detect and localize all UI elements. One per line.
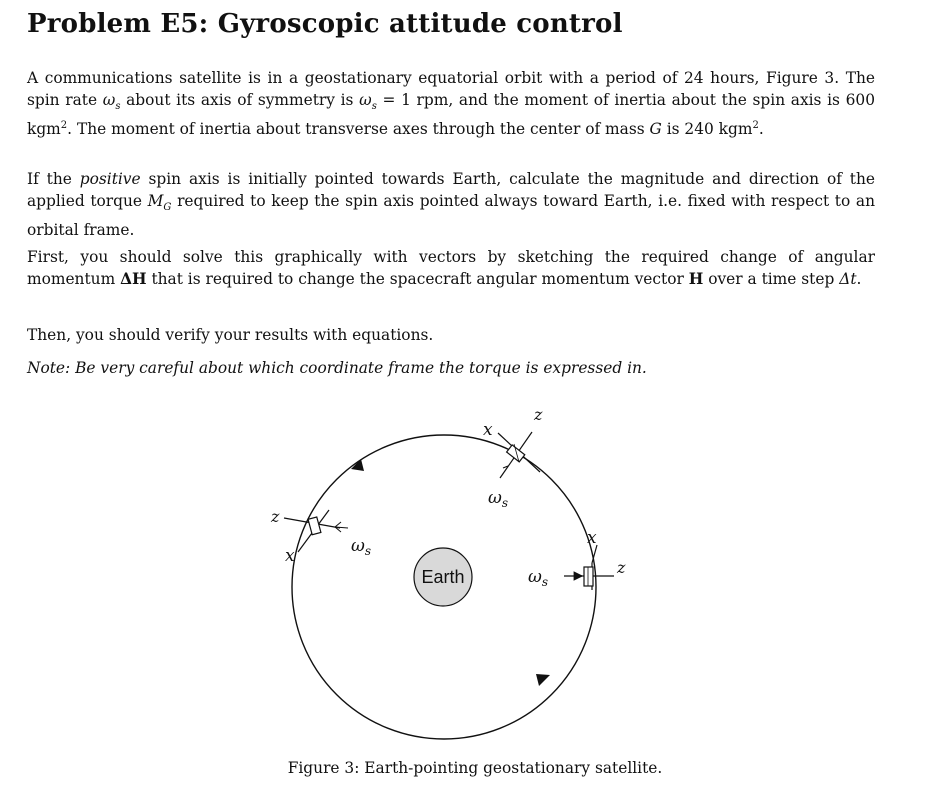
left-omega-label: $\omega_s$ bbox=[351, 536, 372, 558]
paragraph-torque-question: If the positive spin axis is initially pointed towards Earth, calculate the magnitude and direction of the applied torque $M_G$ required to keep the spin axis pointed always toward Earth, i.e. fixed with respect to an orbital frame. bbox=[27, 170, 875, 240]
p1-text-d: . The moment of inertia about transverse axes through the center of mass bbox=[67, 120, 650, 139]
left-x-label: x bbox=[285, 546, 295, 566]
satellite-right bbox=[564, 545, 614, 590]
right-x-label: x bbox=[587, 528, 597, 548]
p2-torque-MG: $M_G$ bbox=[147, 192, 172, 214]
p1-omega-s: $\omega_s$ bbox=[102, 91, 121, 113]
top-x-label: x bbox=[483, 420, 493, 440]
orbit-arrow-lower-right bbox=[536, 674, 550, 686]
problem-title: Problem E5: Gyroscopic attitude control bbox=[27, 9, 623, 39]
top-omega-label: $\omega_s$ bbox=[488, 488, 509, 510]
figure-caption: Figure 3: Earth-pointing geostationary satellite. bbox=[287, 759, 663, 777]
top-z-label: z bbox=[534, 405, 543, 424]
p1-center-of-mass-G: G bbox=[649, 120, 662, 139]
p1-text-a: A communications satellite is in a geostationary equatorial orbit with a period of 24 hours, Figure 3. The spin rate bbox=[27, 69, 875, 109]
p1-text-f: . bbox=[758, 120, 764, 139]
p1-omega-s-2: $\omega_s$ bbox=[359, 91, 377, 113]
p3-delta-t: Δt bbox=[839, 270, 857, 288]
paragraph-graphical-solution: First, you should solve this graphically with vectors by sketching the required change of angular momentum ΔH that is required to change the spacecraft angular momentum vector H over a time step Δt. bbox=[27, 248, 875, 288]
p2-positive: positive bbox=[79, 170, 141, 188]
right-omega-label: $\omega_s$ bbox=[528, 567, 549, 589]
p1-text-e: is 240 kgm bbox=[661, 120, 753, 139]
p1-superscript-2: 2 bbox=[752, 119, 759, 131]
right-z-label: z bbox=[617, 558, 626, 577]
p1-superscript-1: 2 bbox=[60, 119, 68, 131]
p1-text-c: = 1 rpm, and the moment of inertia about the spin axis is 600 kgm bbox=[27, 91, 875, 139]
paragraph-note: Note: Be very careful about which coordinate frame the torque is expressed in. bbox=[27, 359, 647, 377]
p3-delta-H: ΔH bbox=[120, 270, 147, 288]
paragraph-verify: Then, you should verify your results with equations. bbox=[27, 326, 434, 344]
satellite-top bbox=[498, 432, 540, 478]
earth-label: Earth bbox=[421, 567, 465, 587]
p3-H: H bbox=[688, 270, 704, 288]
p1-text-b: about its axis of symmetry is bbox=[120, 91, 360, 109]
left-z-label: z bbox=[271, 507, 280, 526]
